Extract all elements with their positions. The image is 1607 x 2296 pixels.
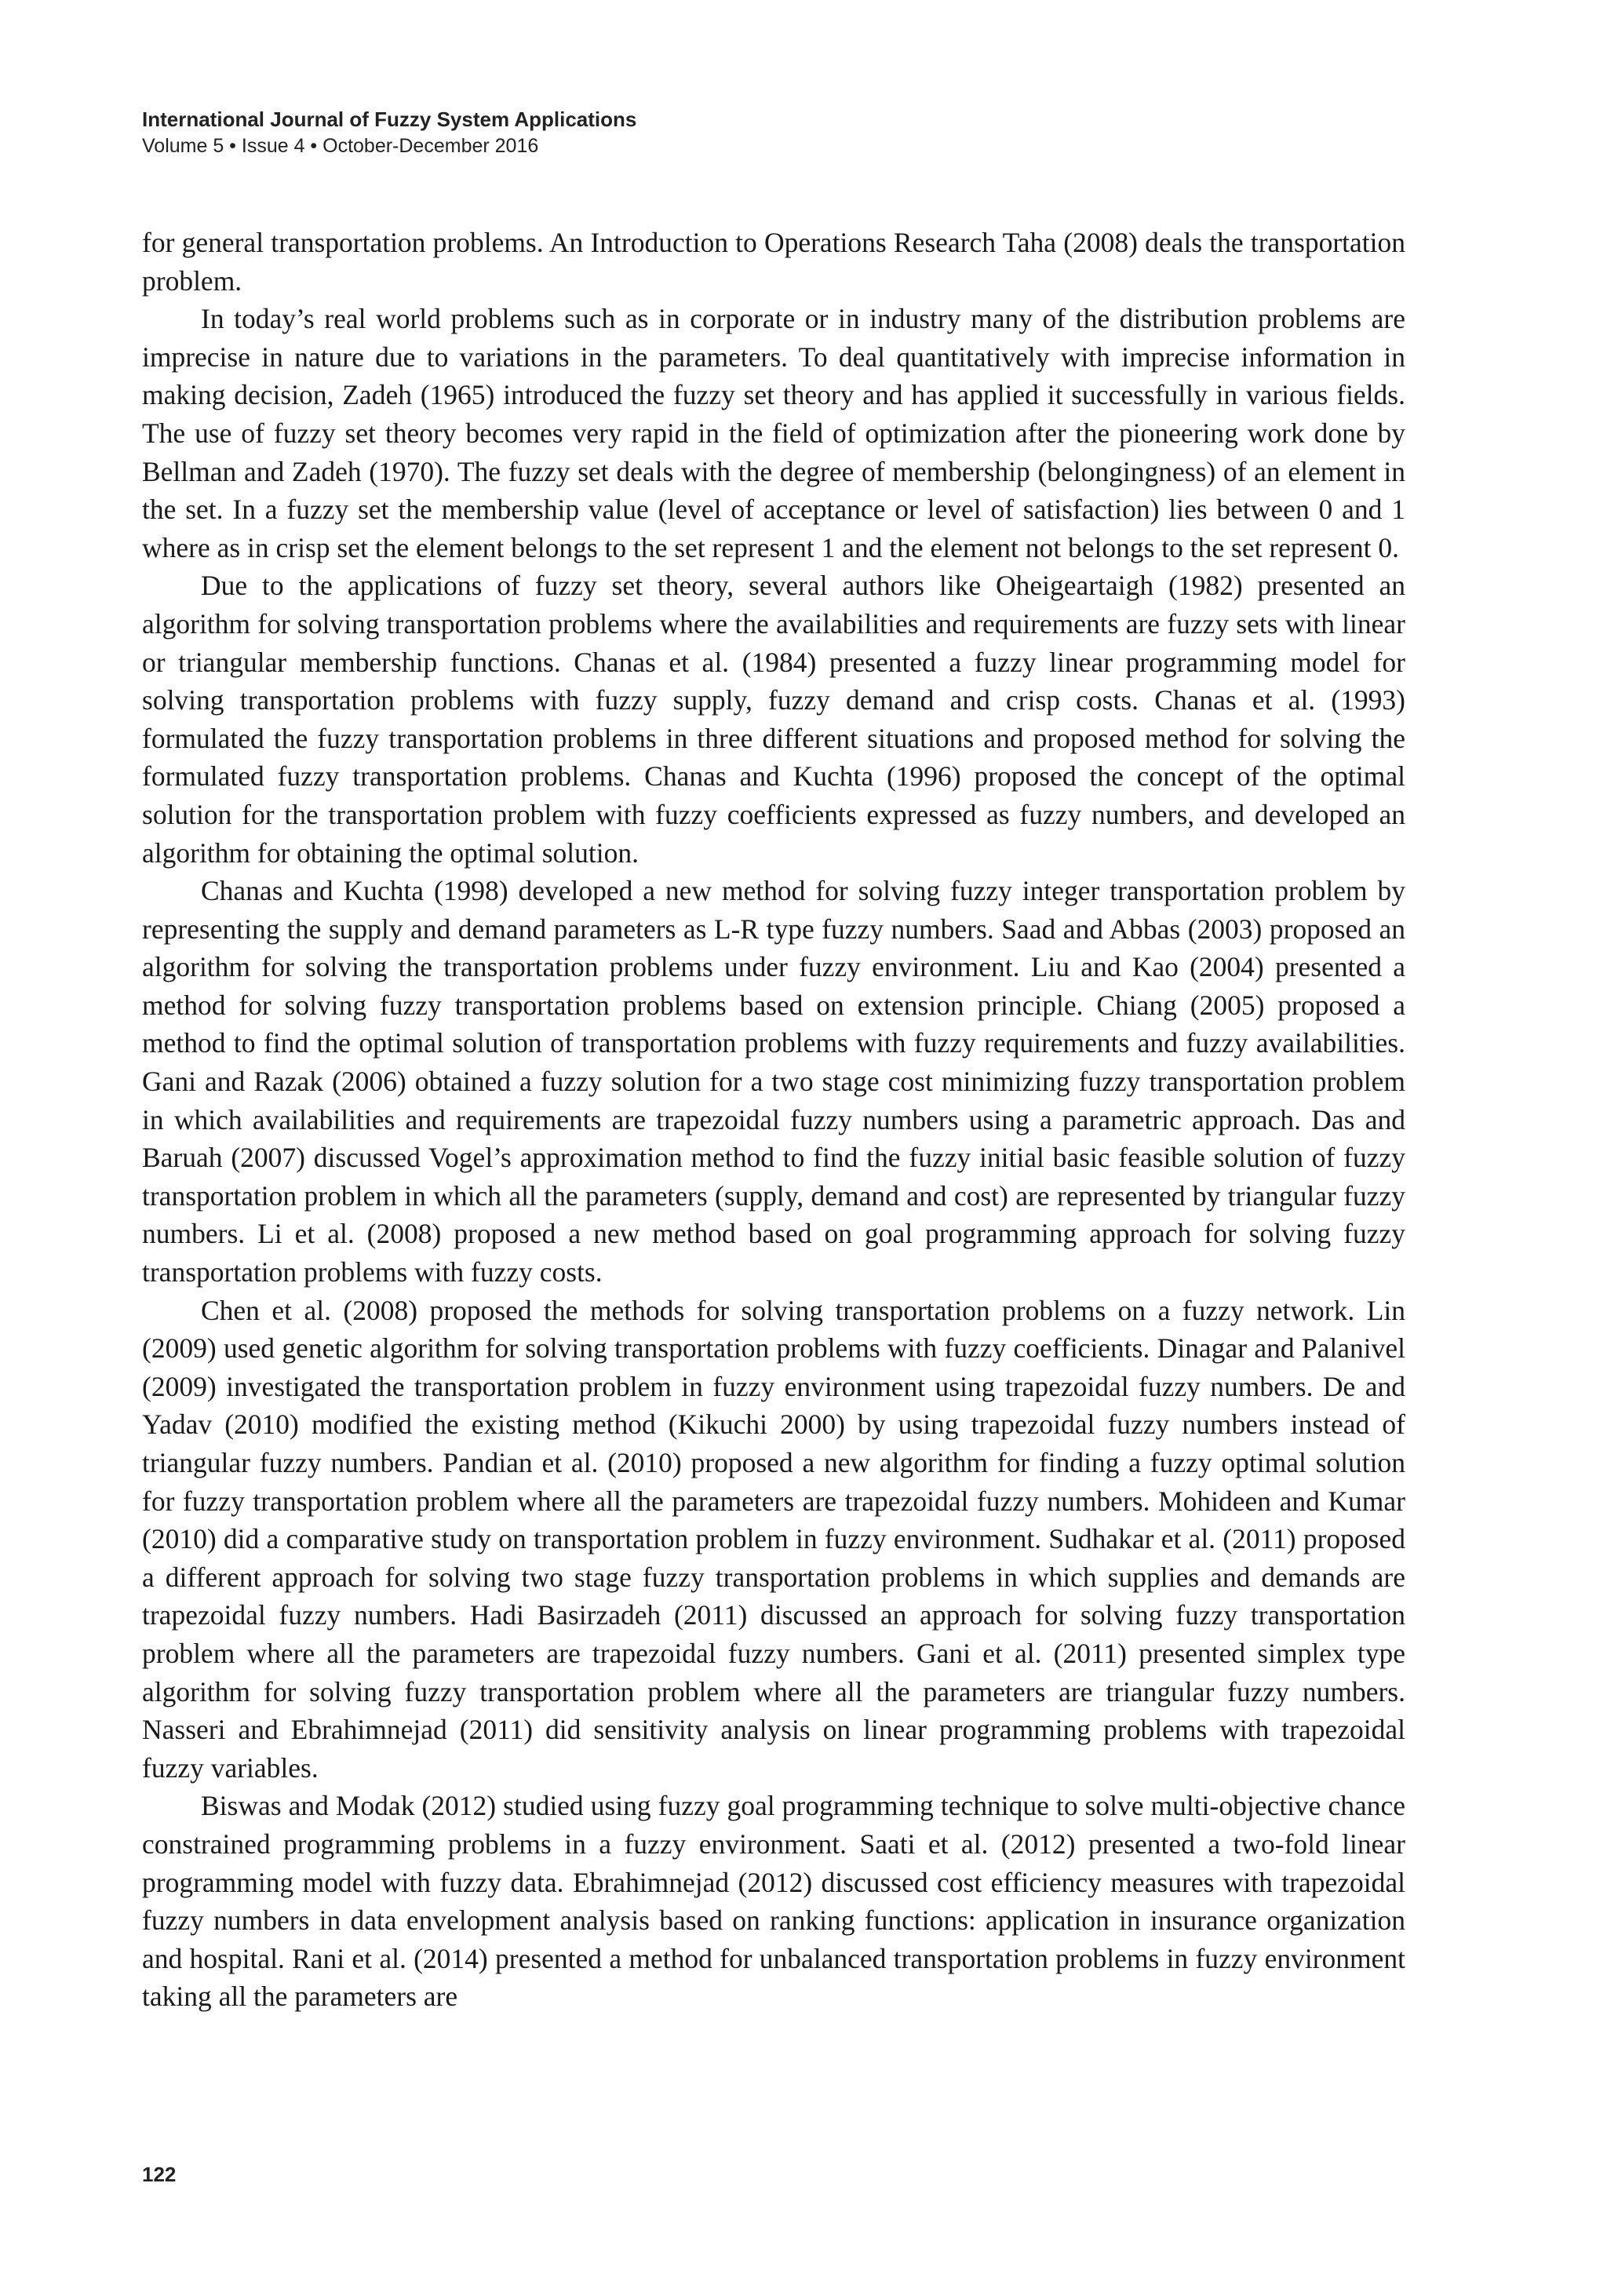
paragraph-fuzzy-methods-2012-2014: Biswas and Modak (2012) studied using fuzzy goal programming technique to solve multi-objective chance constrained programming problems in a fuzzy environment. Saati et al. (2012) presented a two-fold linear programming model with fuzzy data. Ebrahimnejad (2012) discussed cost efficiency measures with trapezoidal fuzzy numbers in data envelopment analysis based on ranking functions: application in insurance organization and hospital. Rani et al. (2014) presented a method for unbalanced transportation problems in fuzzy environment taking all the parameters are — [142, 1790, 1405, 2013]
paragraph-fuzzy-set-theory: In today’s real world problems such as in corporate or in industry many of the distribution problems are imprecise in nature due to variations in the parameters. To deal quantitatively with imprecise information in making decision, Zadeh (1965) introduced the fuzzy set theory and has applied it successfully in various fields. The use of fuzzy set theory becomes very rapid in the field of optimization after the pioneering work done by Bellman and Zadeh (1970). The fuzzy set deals with the degree of membership (belongingness) of an element in the set. In a fuzzy set the membership value (level of acceptance or level of satisfaction) lies between 0 and 1 where as in crisp set the element belongs to the set represent 1 and the element not belongs to the set represent 0. — [142, 303, 1405, 563]
page-number: 122 — [142, 2163, 177, 2186]
paragraph-continuation: for general transportation problems. An Introduction to Operations Research Taha (2008) deals the transportation problem. — [142, 227, 1405, 297]
running-header — [142, 106, 1397, 159]
journal-title: International Journal of Fuzzy System Applications — [142, 108, 637, 131]
paragraph-fuzzy-methods-2008-2011: Chen et al. (2008) proposed the methods for solving transportation problems on a fuzzy network. Lin (2009) used genetic algorithm for solving transportation problems with fuzzy coefficients. Dinagar and Palanivel (2009) investigated the transportation problem in fuzzy environment using trapezoidal fuzzy numbers. De and Yadav (2010) modified the existing method (Kikuchi 2000) by using trapezoidal fuzzy numbers instead of triangular fuzzy numbers. Pandian et al. (2010) proposed a new algorithm for finding a fuzzy optimal solution for fuzzy transportation problem where all the parameters are trapezoidal fuzzy numbers. Mohideen and Kumar (2010) did a comparative study on transportation problem in fuzzy environment. Sudhakar et al. (2011) proposed a different approach for solving two stage fuzzy transportation problems in which supplies and demands are trapezoidal fuzzy numbers. Hadi Basirzadeh (2011) discussed an approach for solving fuzzy transportation problem where all the parameters are trapezoidal fuzzy numbers. Gani et al. (2011) presented simplex type algorithm for solving fuzzy transportation problem where all the parameters are triangular fuzzy numbers. Nasseri and Ebrahimnejad (2011) did sensitivity analysis on linear programming problems with trapezoidal fuzzy variables. — [142, 1294, 1405, 1784]
paragraph-early-fuzzy-transportation: Due to the applications of fuzzy set theory, several authors like Oheigeartaigh (1982) presented an algorithm for solving transportation problems where the availabilities and requirements are fuzzy sets with linear or triangular membership functions. Chanas et al. (1984) presented a fuzzy linear programming model for solving transportation problems with fuzzy supply, fuzzy demand and crisp costs. Chanas et al. (1993) formulated the fuzzy transportation problems in three different situations and proposed method for solving the formulated fuzzy transportation problems. Chanas and Kuchta (1996) proposed the concept of the optimal solution for the transportation problem with fuzzy coefficients expressed as fuzzy numbers, and developed an algorithm for obtaining the optimal solution. — [142, 570, 1405, 869]
issue-line: Volume 5 • Issue 4 • October-December 2016 — [142, 135, 539, 157]
article-body — [142, 224, 1405, 2016]
paragraph-fuzzy-methods-1998-2008: Chanas and Kuchta (1998) developed a new method for solving fuzzy integer transportation problem by representing the supply and demand parameters as L-R type fuzzy numbers. Saad and Abbas (2003) proposed an algorithm for solving the transportation problems under fuzzy environment. Liu and Kao (2004) presented a method for solving fuzzy transportation problems based on extension principle. Chiang (2005) proposed a method to find the optimal solution of transportation problems with fuzzy requirements and fuzzy availabilities. Gani and Razak (2006) obtained a fuzzy solution for a two stage cost minimizing fuzzy transportation problem in which availabilities and requirements are trapezoidal fuzzy numbers using a parametric approach. Das and Baruah (2007) discussed Vogel’s approximation method to find the fuzzy initial basic feasible solution of fuzzy transportation problem in which all the parameters (supply, demand and cost) are represented by triangular fuzzy numbers. Li et al. (2008) proposed a new method based on goal programming approach for solving fuzzy transportation problems with fuzzy costs. — [142, 875, 1405, 1288]
